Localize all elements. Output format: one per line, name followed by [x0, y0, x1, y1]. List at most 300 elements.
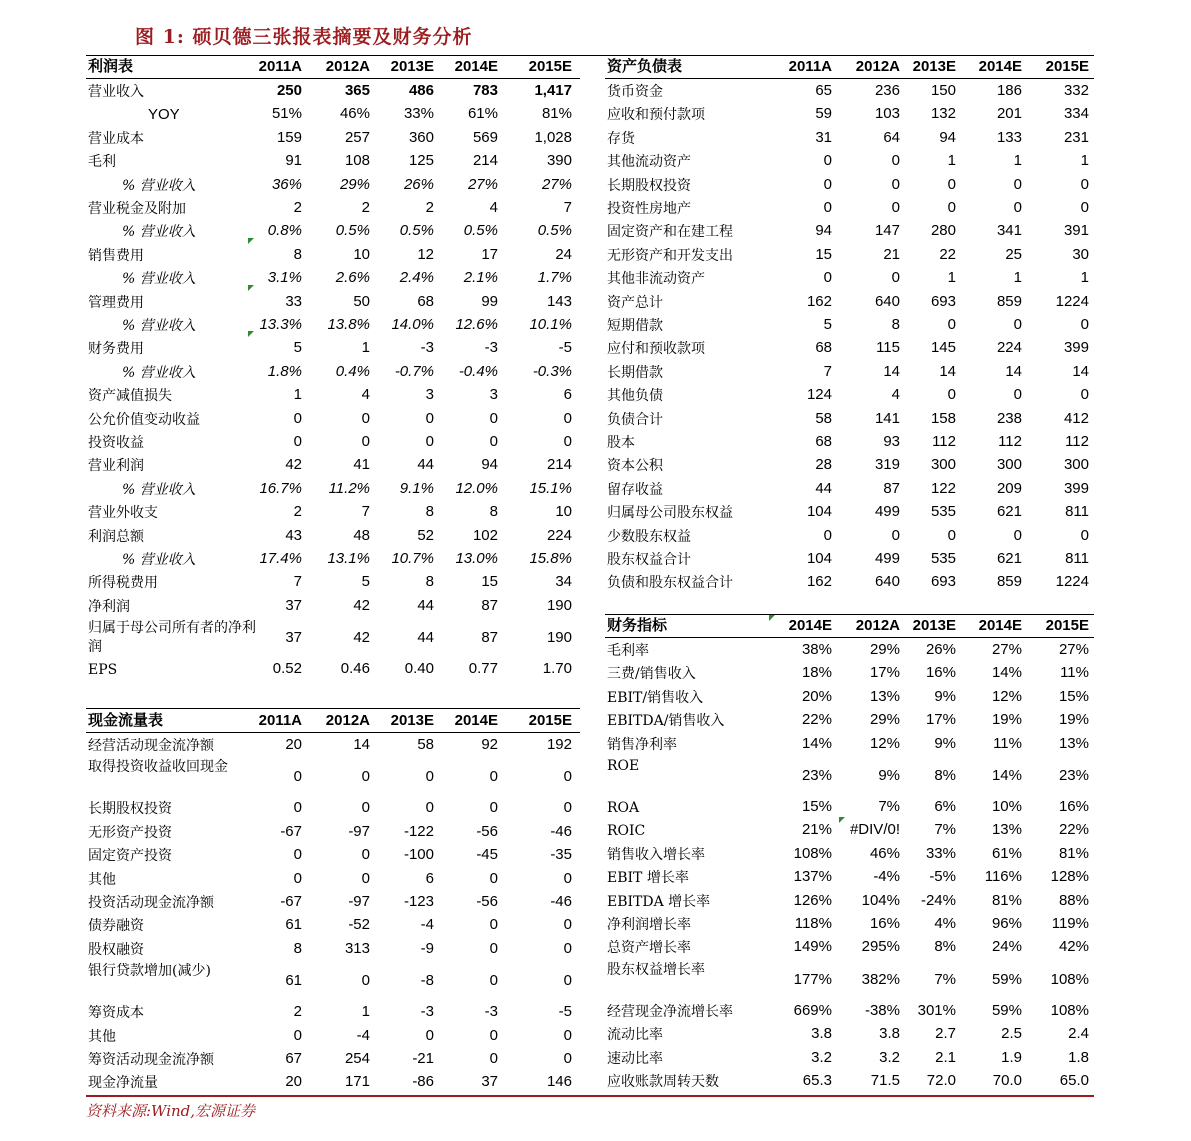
cell-value: 88% [1058, 891, 1089, 909]
cell-value: -4 [420, 916, 434, 934]
ratios-header-rule [605, 637, 1094, 638]
cell-value: 13.1% [327, 550, 370, 567]
cell-value: 65 [815, 82, 832, 99]
cell-value: 811 [1065, 503, 1089, 521]
balance-header-col: 2013E [912, 58, 956, 75]
cell-value: 224 [546, 526, 572, 544]
cell-value: -5 [558, 1003, 572, 1021]
ratios-header-row [605, 615, 1094, 637]
cell-value: 859 [996, 573, 1022, 591]
cell-value: -123 [403, 893, 434, 910]
cell-value: 0 [1013, 526, 1022, 544]
cell-value: 137% [793, 868, 832, 886]
table-row [605, 197, 1094, 220]
cell-value: 17% [869, 664, 900, 682]
cell-value: 0 [947, 316, 956, 333]
cell-value: 15% [1058, 687, 1089, 705]
row-label: 管理费用 [88, 294, 144, 311]
cell-value: 7 [563, 199, 572, 216]
cell-value: 0 [293, 846, 302, 864]
table-row [86, 868, 580, 891]
cell-value: 783 [472, 82, 498, 99]
cell-value: 7% [934, 970, 956, 988]
cell-value: 13% [1058, 734, 1089, 752]
table-row [605, 478, 1094, 501]
table-row [605, 1000, 1094, 1023]
cell-value: 0 [563, 433, 572, 450]
balance-header-col: 2014E [978, 58, 1022, 75]
cell-value: 24 [555, 245, 572, 263]
row-label: 毛利 [88, 154, 116, 171]
row-label: EBITDA 增长率 [607, 893, 711, 910]
comment-marker-icon [248, 285, 254, 291]
comment-marker-icon [839, 817, 845, 823]
cell-value: 104 [806, 503, 832, 521]
table-row [86, 1048, 580, 1071]
row-label: 经营活动现金流净额 [88, 738, 214, 754]
cell-value: 112 [998, 433, 1022, 450]
cell-value: 36% [271, 175, 302, 193]
table-row [605, 408, 1094, 431]
income-header-row [86, 56, 580, 78]
cell-value: 0.5% [463, 222, 498, 240]
cell-value: 319 [874, 456, 900, 474]
cell-value: 6% [934, 798, 956, 815]
table-row [86, 618, 580, 658]
cell-value: 214 [546, 456, 572, 474]
cell-value: 0 [425, 799, 434, 817]
row-label: 少数股东权益 [607, 528, 691, 545]
table-row [605, 525, 1094, 548]
cell-value: 18% [801, 664, 832, 682]
table-row [605, 571, 1094, 594]
table-row [605, 890, 1094, 913]
row-label: 股本 [607, 435, 635, 451]
cell-value: 0 [293, 869, 302, 887]
cell-value: 0 [1080, 175, 1089, 193]
cell-value: 0 [489, 939, 498, 957]
cell-value: 621 [996, 550, 1022, 567]
row-label: 销售费用 [88, 247, 144, 264]
cell-value: 360 [408, 128, 434, 146]
cell-value: 50 [353, 292, 370, 310]
cell-value: 171 [344, 1073, 370, 1091]
cell-value: 0 [489, 869, 498, 887]
cell-value: 92 [481, 736, 498, 753]
cell-value: 486 [408, 82, 434, 99]
cell-value: 158 [930, 409, 956, 427]
row-label: 总资产增长率 [607, 940, 691, 957]
table-row [605, 103, 1094, 126]
row-label: 股东权益增长率 [607, 961, 705, 978]
cell-value: 25 [1005, 245, 1022, 263]
cell-value: 29% [339, 175, 370, 193]
cell-value: 4 [489, 199, 498, 216]
cell-value: 26% [403, 175, 434, 193]
bottom-rule [86, 1095, 1094, 1097]
row-label: 负债合计 [607, 411, 663, 428]
cell-value: 7 [361, 503, 370, 521]
cell-value: 254 [344, 1050, 370, 1067]
cell-value: 209 [996, 479, 1022, 497]
cell-value: 87 [481, 629, 498, 647]
cell-value: 46% [339, 105, 370, 123]
cell-value: 1.70 [542, 660, 572, 678]
cell-value: 1 [361, 1003, 370, 1021]
cell-value: 621 [996, 503, 1022, 521]
cell-value: 126% [793, 891, 832, 909]
row-label: % 营业收入 [122, 481, 196, 498]
table-row [605, 639, 1094, 662]
cell-value: -97 [348, 822, 370, 840]
cell-value: 535 [930, 503, 956, 521]
cell-value: 72.0 [926, 1072, 956, 1089]
row-label: 货币资金 [607, 84, 663, 100]
row-label: 财务费用 [88, 341, 144, 358]
balance-header-row [605, 56, 1094, 78]
table-row [86, 174, 580, 197]
row-label: 资本公积 [607, 458, 663, 475]
cell-value: 13.8% [327, 316, 370, 333]
row-label: 三费/销售收入 [607, 666, 696, 683]
cell-value: 115 [876, 339, 900, 357]
cell-value: 2.5 [1001, 1025, 1022, 1043]
cell-value: 145 [930, 339, 956, 357]
cell-value: 1 [947, 152, 956, 170]
cell-value: 0 [1080, 316, 1089, 333]
cell-value: 334 [1063, 105, 1089, 123]
row-label: 留存收益 [607, 481, 663, 498]
row-label: 净利润增长率 [607, 917, 691, 933]
row-label: 所得税费用 [88, 575, 158, 592]
cell-value: 1.8% [267, 362, 302, 380]
source-note: 资料来源:Wind,宏源证券 [86, 1102, 256, 1120]
cell-value: 21 [883, 245, 900, 263]
cell-value: 0 [563, 409, 572, 427]
cell-value: 149% [793, 938, 832, 956]
table-row [86, 658, 580, 681]
row-label: % 营业收入 [122, 177, 196, 194]
table-row [605, 291, 1094, 314]
table-row [605, 843, 1094, 866]
cashflow-header-col: 2014E [454, 712, 498, 729]
cell-value: 1 [293, 386, 302, 404]
cell-value: 5 [361, 573, 370, 591]
cell-value: 0 [891, 199, 900, 216]
cell-value: 51% [271, 105, 302, 123]
cell-value: 13.3% [259, 316, 302, 333]
cell-value: 48 [353, 526, 370, 544]
cell-value: 0 [489, 433, 498, 450]
cell-value: 8 [891, 316, 900, 333]
cell-value: 2.6% [335, 269, 370, 287]
cell-value: 192 [546, 736, 572, 753]
cell-value: 7 [293, 573, 302, 591]
cell-value: 3 [425, 386, 434, 404]
row-label: 存货 [607, 130, 635, 147]
table-row [86, 244, 580, 267]
cell-value: 0 [947, 175, 956, 193]
row-label: 利润总额 [88, 528, 144, 545]
table-row [86, 757, 580, 797]
cell-value: 116% [984, 868, 1022, 886]
cell-value: -3 [420, 1003, 434, 1021]
cell-value: 128% [1050, 868, 1089, 886]
cell-value: 52 [417, 526, 434, 544]
cell-value: 0 [361, 799, 370, 817]
cell-value: -5% [929, 868, 956, 886]
table-row [86, 891, 580, 914]
table-row [86, 127, 580, 150]
cell-value: 0 [563, 869, 572, 887]
row-label: EBIT/销售收入 [607, 689, 704, 706]
cell-value: 0 [361, 409, 370, 427]
ratios-header-col: 2012A [855, 617, 900, 634]
cell-value: 0 [1080, 526, 1089, 544]
cell-value: -35 [550, 846, 572, 864]
cell-value: 0 [891, 269, 900, 287]
cell-value: 19% [1058, 711, 1089, 729]
cell-value: 4% [934, 915, 956, 932]
cell-value: 17% [925, 711, 956, 729]
row-label: 其他流动资产 [607, 154, 691, 171]
cell-value: 201 [996, 105, 1022, 123]
cell-value: 0.5% [537, 222, 572, 240]
table-row [605, 819, 1094, 842]
cell-value: 0 [823, 199, 832, 216]
cell-value: 7% [934, 821, 956, 839]
cell-value: 27% [1058, 641, 1089, 658]
cell-value: 68 [815, 433, 832, 450]
table-row [605, 1047, 1094, 1070]
cell-value: 147 [874, 222, 900, 240]
cell-value: 24% [991, 938, 1022, 956]
cell-value: 2.1 [935, 1048, 956, 1066]
cell-value: -100 [403, 846, 434, 864]
cell-value: 9% [878, 767, 900, 784]
cell-value: 300 [1063, 456, 1089, 474]
row-label: 长期股权投资 [88, 801, 172, 818]
cell-value: 214 [472, 152, 498, 170]
income-header-col: 2012A [325, 58, 370, 75]
table-row [86, 291, 580, 314]
row-label: 资产总计 [607, 294, 663, 311]
cell-value: 14.0% [391, 316, 434, 333]
row-label: 筹资成本 [88, 1005, 144, 1022]
cell-value: 61 [285, 972, 302, 990]
cell-value: 2 [361, 199, 370, 216]
cell-value: 1224 [1055, 292, 1089, 310]
cell-value: 33 [285, 292, 302, 310]
row-label: 取得投资收益收回现金 [88, 759, 228, 776]
table-row [86, 1025, 580, 1048]
row-label: 归属于母公司所有者的净利润 [88, 620, 256, 656]
table-row [86, 821, 580, 844]
cell-value: 0.77 [468, 660, 498, 678]
cell-value: 0 [293, 409, 302, 427]
cell-value: 499 [874, 503, 900, 521]
cell-value: 186 [996, 82, 1022, 99]
cell-value: 21% [801, 821, 832, 839]
cell-value: 11% [1060, 664, 1089, 682]
cell-value: -4% [873, 868, 900, 886]
cell-value: 0 [293, 433, 302, 450]
cell-value: 99 [481, 292, 498, 310]
table-row [86, 844, 580, 867]
cell-value: -3 [420, 339, 434, 357]
cell-value: 190 [546, 596, 572, 614]
row-label: 现金净流量 [88, 1075, 158, 1092]
cell-value: 341 [996, 222, 1022, 240]
cell-value: 59 [815, 105, 832, 123]
table-row [605, 384, 1094, 407]
cell-value: 5 [293, 339, 302, 357]
cell-value: 0 [425, 768, 434, 786]
ratios-header-col: 2013E [912, 617, 956, 634]
cell-value: 12 [417, 245, 434, 263]
cell-value: 0.5% [335, 222, 370, 240]
cell-value: 1 [361, 339, 370, 357]
cell-value: 33% [925, 844, 956, 862]
cell-value: 811 [1065, 550, 1089, 567]
cashflow-header-col: 2013E [390, 712, 434, 729]
cell-value: 15 [481, 573, 498, 591]
cell-value: 37 [285, 629, 302, 647]
row-label: 营业收入 [88, 84, 144, 100]
cell-value: 68 [815, 339, 832, 357]
cell-value: 33% [403, 105, 434, 123]
cell-value: 91 [285, 152, 302, 170]
row-label: EBITDA/销售收入 [607, 713, 725, 730]
cell-value: 399 [1063, 339, 1089, 357]
cell-value: 16% [869, 915, 900, 932]
cell-value: 108% [1050, 1001, 1089, 1019]
cell-value: 365 [344, 82, 370, 99]
table-row [86, 314, 580, 337]
cell-value: 22% [1058, 821, 1089, 839]
row-label: 营业税金及附加 [88, 201, 186, 217]
cell-value: 1 [1080, 269, 1089, 287]
cell-value: 3 [489, 386, 498, 404]
balance-header-rule [605, 78, 1094, 79]
cell-value: 0.40 [404, 660, 434, 678]
cell-value: 669% [793, 1001, 832, 1019]
cell-value: 61 [285, 916, 302, 934]
cell-value: 300 [996, 456, 1022, 474]
cell-value: 17.4% [259, 550, 302, 567]
balance-header-col: 2015E [1045, 58, 1089, 75]
table-row [86, 220, 580, 243]
cell-value: 19% [991, 711, 1022, 729]
row-label: 销售收入增长率 [607, 846, 705, 863]
row-label: 公允价值变动收益 [88, 411, 200, 428]
table-row [605, 1070, 1094, 1093]
row-label: 净利润 [88, 598, 130, 615]
table-row [86, 454, 580, 477]
cell-value: 0 [489, 409, 498, 427]
table-row [605, 150, 1094, 173]
cell-value: 16.7% [259, 479, 302, 497]
table-row [86, 267, 580, 290]
cell-value: 2 [293, 1003, 302, 1021]
row-label: 固定资产投资 [88, 848, 172, 865]
table-row [86, 478, 580, 501]
cell-value: -56 [476, 893, 498, 910]
cell-value: 12.0% [455, 479, 498, 497]
table-row [605, 913, 1094, 936]
cell-value: 94 [939, 128, 956, 146]
cell-value: -38% [864, 1001, 900, 1019]
table-row [86, 525, 580, 548]
cell-value: 0 [1080, 386, 1089, 404]
cell-value: 0 [489, 1026, 498, 1044]
cell-value: 0 [425, 409, 434, 427]
income-header-col: 2013E [390, 58, 434, 75]
cell-value: 0 [1080, 199, 1089, 216]
cell-value: 13.0% [455, 550, 498, 567]
cell-value: 15.1% [529, 479, 572, 497]
cell-value: 0 [947, 386, 956, 404]
cell-value: 8% [934, 938, 956, 956]
cell-value: -0.4% [458, 362, 498, 380]
cell-value: 15 [815, 245, 832, 263]
table-row [86, 548, 580, 571]
comment-marker-icon [769, 615, 775, 621]
cell-value: 102 [472, 526, 498, 544]
cell-value: 146 [546, 1073, 572, 1091]
cell-value: 65.0 [1059, 1072, 1089, 1089]
row-label: 无形资产和开发支出 [607, 247, 733, 264]
cell-value: 44 [417, 629, 434, 647]
cell-value: 22% [801, 711, 832, 729]
row-label: 速动比率 [607, 1050, 663, 1067]
cell-value: 14 [883, 362, 900, 380]
cell-value: 4 [891, 386, 900, 404]
table-row [86, 197, 580, 220]
cell-value: 499 [874, 550, 900, 567]
cell-value: -46 [550, 822, 572, 840]
balance-header-col: 2012A [855, 58, 900, 75]
cell-value: 0.8% [267, 222, 302, 240]
cashflow-header-label: 现金流量表 [88, 711, 164, 729]
cell-value: 81% [1058, 844, 1089, 862]
cell-value: 0 [823, 526, 832, 544]
cell-value: 122 [930, 479, 956, 497]
cell-value: -45 [476, 846, 498, 864]
cell-value: 0.46 [340, 660, 370, 678]
row-label: 长期借款 [607, 364, 663, 381]
cell-value: 34 [555, 573, 572, 591]
cell-value: 0 [823, 152, 832, 170]
cell-value: 13% [869, 687, 900, 705]
table-row [86, 734, 580, 757]
row-label: 短期借款 [607, 318, 663, 334]
cell-value: -4 [356, 1026, 370, 1044]
cell-value: 12% [869, 734, 900, 752]
table-row [86, 797, 580, 820]
row-label: 投资收益 [88, 435, 144, 451]
cell-value: 0 [1013, 386, 1022, 404]
cell-value: 2.4 [1068, 1025, 1089, 1043]
cell-value: 14% [801, 734, 832, 752]
row-label: 营业成本 [88, 130, 144, 147]
row-label: 经营现金净流增长率 [607, 1003, 733, 1020]
cell-value: 412 [1063, 409, 1089, 427]
cell-value: 119% [1051, 915, 1089, 932]
income-header-label: 利润表 [88, 57, 134, 75]
cell-value: 5 [823, 316, 832, 333]
cell-value: 94 [815, 222, 832, 240]
